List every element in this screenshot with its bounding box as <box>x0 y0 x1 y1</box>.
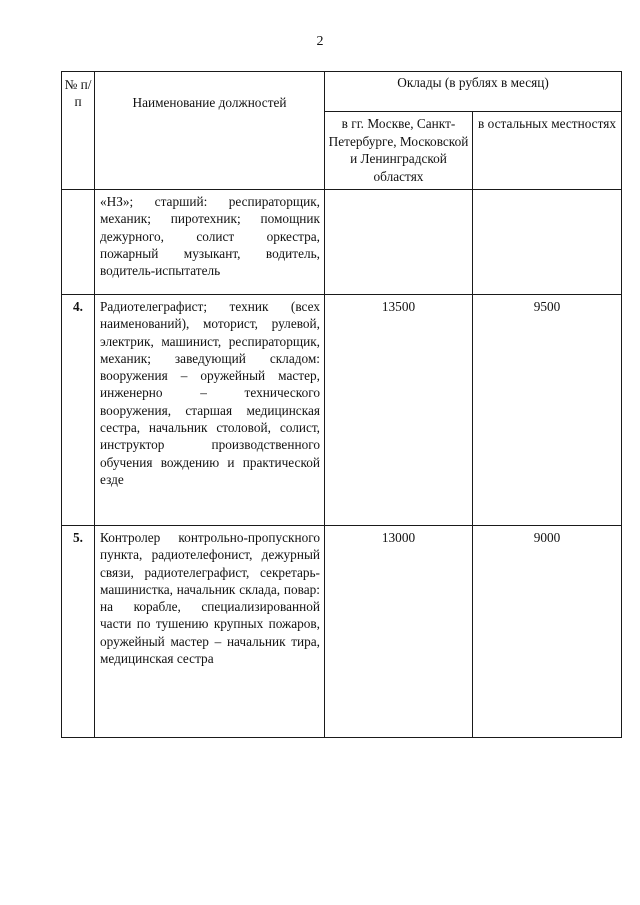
salary-moscow: 13500 <box>325 295 473 526</box>
position-names: Контролер контрольно-пропускного пункта, радиотелефонист, дежурный связи, радиотелеграфист, секретарь-машинистка, начальник склада, повар: на корабле, специализированной части по тушению крупных пожаров, оружейный мастер – начальник тира, медицинская сестра <box>95 526 325 738</box>
salary-moscow <box>325 190 473 295</box>
salary-other: 9500 <box>473 295 622 526</box>
header-position-name: Наименование должностей <box>95 72 325 190</box>
salary-other <box>473 190 622 295</box>
salary-other: 9000 <box>473 526 622 738</box>
page-number: 2 <box>316 34 324 49</box>
header-salary: Оклады (в рублях в месяц) <box>325 72 622 112</box>
table-row <box>62 295 622 526</box>
row-number: 5. <box>62 526 95 738</box>
table-header-row <box>62 72 622 112</box>
row-number <box>62 190 95 295</box>
salary-table <box>61 71 622 738</box>
header-other-regions: в остальных местностях <box>473 112 622 190</box>
row-number: 4. <box>62 295 95 526</box>
header-moscow-region: в гг. Москве, Санкт-Петербурге, Московской и Ленинградской областях <box>325 112 473 190</box>
table-row <box>62 190 622 295</box>
position-names: «НЗ»; старший: респираторщик, механик; пиротехник; помощник дежурного, солист оркестра, пожарный музыкант, водитель, водитель-испытатель <box>95 190 325 295</box>
position-names: Радиотелеграфист; техник (всех наименований), моторист, рулевой, электрик, машинист, респираторщик, механик; заведующий складом: вооружения – оружейный мастер, инженерно – технического вооружения, старшая медицинская сестра, начальник столовой, солист, инструктор производственного обучения вождению и практической езде <box>95 295 325 526</box>
header-num: № п/п <box>62 72 95 190</box>
salary-moscow: 13000 <box>325 526 473 738</box>
table-row <box>62 526 622 738</box>
